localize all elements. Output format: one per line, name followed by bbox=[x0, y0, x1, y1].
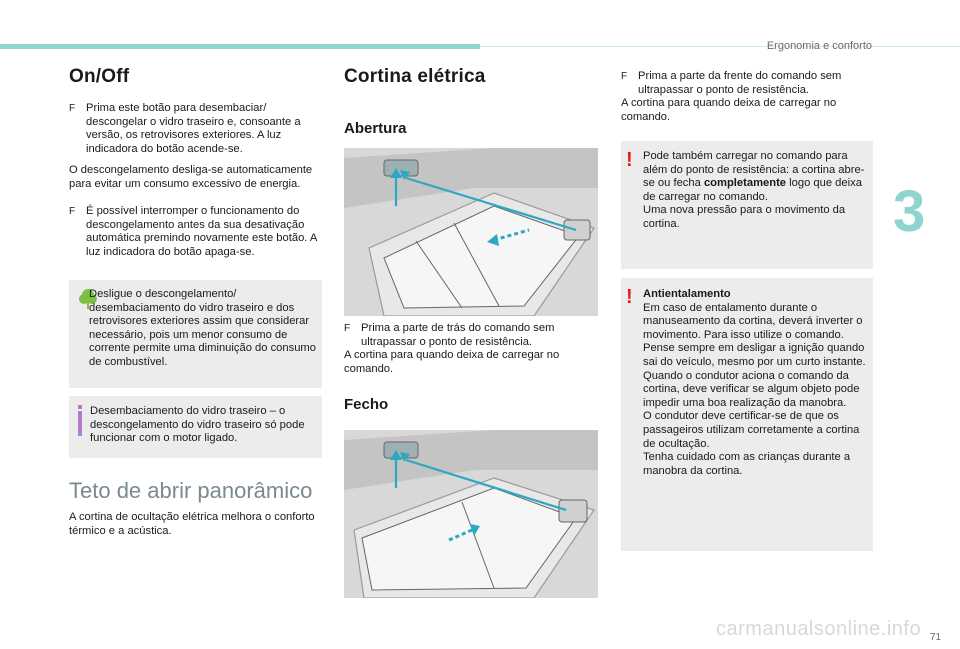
onoff-bullet-1: F Prima este botão para desembaciar/ descongelar o vidro traseiro e, consoante a versão, os retrovisores exteriores. A luz indicadora do botão acende-se. bbox=[69, 102, 301, 155]
roof-paragraph: A cortina de ocultação elétrica melhora o conforto térmico e a acústica. bbox=[69, 511, 315, 537]
eco-note-box bbox=[69, 280, 322, 388]
info-note-text: Desembaciamento do vidro traseiro – o descongelamento do vidro traseiro só pode funcionar com o motor ligado. bbox=[90, 405, 305, 445]
header-accent-bar bbox=[0, 44, 480, 49]
closing-figure bbox=[344, 430, 598, 598]
bullet-icon: F bbox=[69, 206, 76, 217]
anti-pinch-title: Antientalamento bbox=[643, 288, 731, 300]
warning-icon: ! bbox=[626, 149, 633, 171]
header-divider bbox=[480, 46, 960, 47]
warning-box-1 bbox=[621, 141, 873, 269]
opening-bullet: F Prima a parte de trás do comando sem ultrapassar o ponto de resistência. bbox=[344, 322, 555, 348]
bullet-icon: F bbox=[344, 323, 351, 334]
onoff-bullet-2: F É possível interromper o funcionamento do descongelamento antes da sua desativação automática premindo novamente este botão. A luz indicadora do botão apaga-se. bbox=[69, 205, 317, 258]
info-note-box bbox=[69, 396, 322, 458]
closing-bullet: F Prima a parte da frente do comando sem ultrapassar o ponto de resistência. bbox=[621, 70, 842, 96]
warning-icon: ! bbox=[626, 286, 633, 308]
opening-paragraph: A cortina para quando deixa de carregar no comando. bbox=[344, 349, 560, 375]
roof-title: Teto de abrir panorâmico bbox=[69, 478, 313, 503]
onoff-title: On/Off bbox=[69, 66, 130, 87]
bullet-icon: F bbox=[69, 103, 76, 114]
eco-note-text: Desligue o descongelamento/ desembaciamento do vidro traseiro e dos retrovisores exteriores assim que considerar necessário, pois um menor consumo de corrente permite uma diminuição do consumo de combustível. bbox=[89, 288, 316, 368]
warning-2-text: Antientalamento Em caso de entalamento durante o manuseamento da cortina, deverá inverter o movimento. Para isso utilize o comando. Pense sempre em desligar a ignição quando sai do veículo, mesmo por um curto instante. Quando o condutor aciona o comando da cortina, deve verificar se algum objeto pode impedir uma boa realização da manobra. O condutor deve certificar-se de que os passageiros utilizam corretamente a cortina de ocultação. Tenha cuidado com as crianças durante a manobra da cortina. bbox=[643, 288, 866, 477]
chapter-number: 3 bbox=[893, 179, 926, 244]
onoff-paragraph: O descongelamento desliga-se automaticamente para evitar um consumo excessivo de energia. bbox=[69, 164, 313, 190]
info-icon bbox=[78, 411, 82, 436]
warning-box-2 bbox=[621, 278, 873, 551]
bullet-icon: F bbox=[621, 71, 628, 82]
closing-title: Fecho bbox=[344, 396, 389, 413]
page-number: 71 bbox=[930, 632, 942, 643]
footer-watermark: carmanualsonline.info bbox=[716, 618, 922, 640]
opening-title: Abertura bbox=[344, 120, 407, 137]
opening-figure bbox=[344, 148, 598, 316]
section-title: Ergonomia e conforto bbox=[766, 40, 872, 52]
warning-1-text: Pode também carregar no comando para além do ponto de resistência: a cortina abre-se ou fecha completamente logo que deixa de carregar no comando. Uma nova pressão para o movimento da cortina. bbox=[643, 150, 865, 230]
closing-paragraph: A cortina para quando deixa de carregar no comando. bbox=[621, 97, 837, 123]
electric-blind-title: Cortina elétrica bbox=[344, 66, 486, 87]
